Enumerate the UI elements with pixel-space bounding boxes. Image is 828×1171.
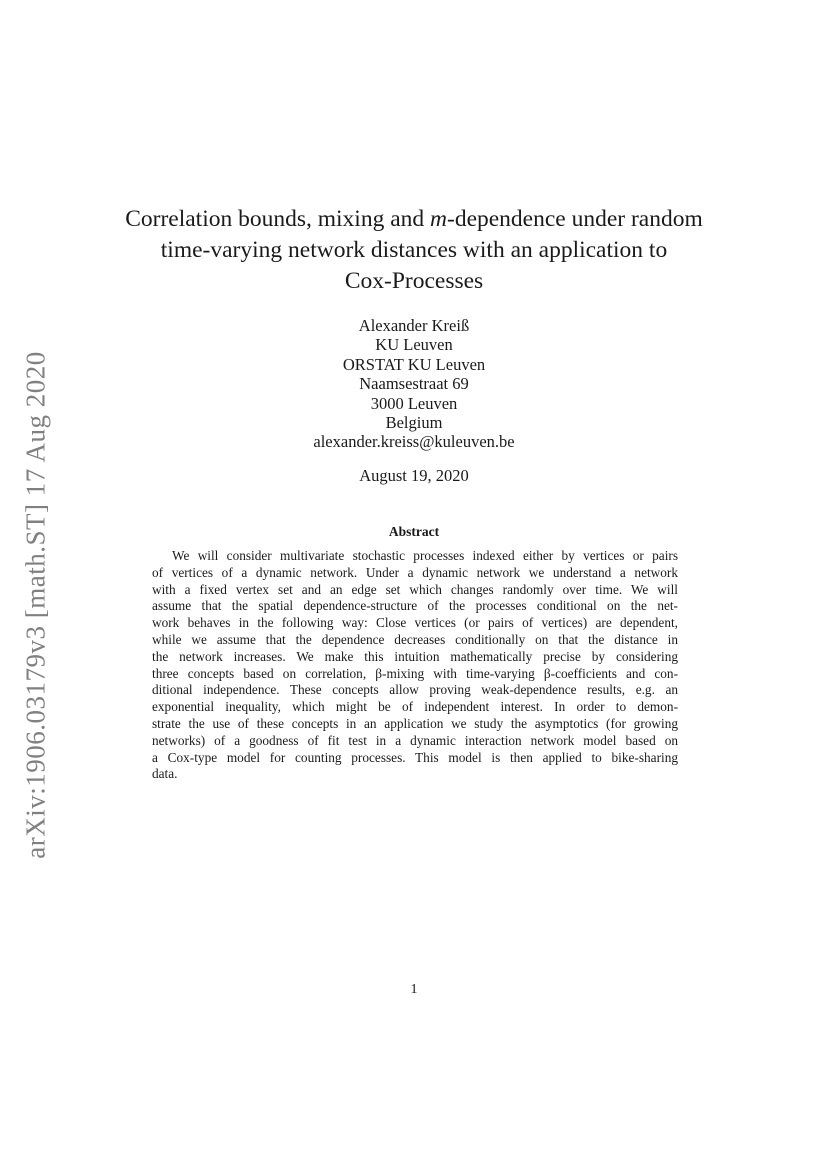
author-city: 3000 Leuven	[370, 393, 458, 413]
abstract-line: networks) of a goodness of fit test in a dynamic interaction network model based on	[152, 732, 678, 748]
arxiv-identifier: arXiv:1906.03179v3 [math.ST] 17 Aug 2020	[20, 351, 51, 859]
author-block	[200, 316, 628, 452]
abstract-line: exponential inequality, which might be of independent interest. In order to demon-	[152, 699, 678, 715]
abstract-line: work behaves in the following way: Close vertices (or pairs of vertices) are dependent,	[152, 615, 678, 631]
abstract-line: ditional independence. These concepts allow proving weak-dependence results, e.g. an	[152, 682, 678, 698]
abstract-line: assume that the spatial dependence-structure of the processes conditional on the net-	[152, 598, 678, 614]
title-line-1	[100, 204, 728, 235]
abstract-line: We will consider multivariate stochastic processes indexed either by vertices or pairs	[172, 548, 678, 563]
abstract-line: while we assume that the dependence decreases conditionally on that the distance in	[152, 631, 678, 647]
title-line-3: Cox-Processes	[344, 268, 484, 294]
page-number: 1	[410, 982, 418, 997]
abstract-line: of vertices of a dynamic network. Under a dynamic network we understand a network	[152, 564, 678, 580]
title-line-1-start: Correlation bounds, mixing and	[125, 206, 431, 232]
author-country: Belgium	[385, 413, 443, 433]
author-name: Alexander Kreiß	[358, 316, 470, 335]
abstract-line: a Cox-type model for counting processes. This model is then applied to bike-sharing	[152, 749, 678, 765]
author-street: Naamsestraat 69	[359, 374, 469, 394]
abstract-line: data.	[152, 766, 178, 782]
abstract-heading: Abstract	[388, 524, 440, 539]
title-line-2: time-varying network distances with an application to	[160, 237, 668, 263]
title-line-1-end: -dependence under random	[447, 206, 703, 232]
abstract-line: with a fixed vertex set and an edge set which changes randomly over time. We will	[152, 581, 678, 597]
publication-date: August 19, 2020	[359, 466, 469, 485]
abstract-line: the network increases. We make this intuition mathematically precise by considering	[152, 648, 678, 664]
abstract-line: three concepts based on correlation, β-mixing with time-varying β-coefficients and con-	[152, 665, 678, 681]
author-department: ORSTAT KU Leuven	[342, 354, 486, 374]
abstract-line: strate the use of these concepts in an application we study the asymptotics (for growing	[152, 715, 678, 731]
abstract-body	[152, 548, 678, 783]
author-affiliation: KU Leuven	[375, 335, 453, 355]
title-math-m: m	[430, 206, 447, 232]
author-email: alexander.kreiss@kuleuven.be	[313, 432, 515, 452]
paper-title	[100, 204, 728, 297]
